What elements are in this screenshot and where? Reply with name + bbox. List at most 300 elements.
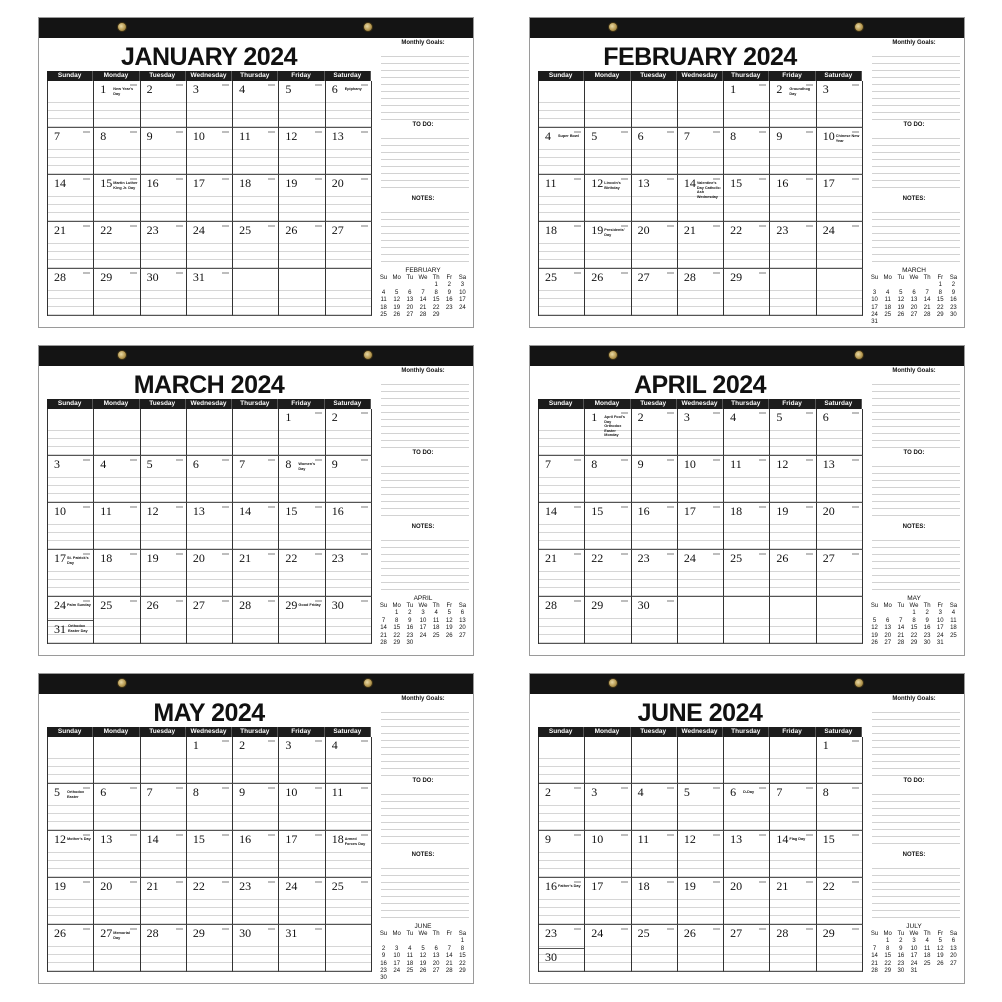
- day-cell[interactable]: [279, 409, 325, 456]
- day-cell[interactable]: [48, 175, 94, 222]
- day-cell[interactable]: [678, 737, 724, 784]
- day-cell[interactable]: [770, 831, 816, 878]
- day-cell[interactable]: [817, 456, 863, 503]
- day-cell[interactable]: [233, 128, 279, 175]
- day-cell[interactable]: [279, 784, 325, 831]
- day-cell[interactable]: [632, 878, 678, 925]
- day-cell[interactable]: [678, 503, 724, 550]
- day-cell[interactable]: [585, 878, 631, 925]
- day-cell[interactable]: [187, 925, 233, 972]
- day-cell[interactable]: [724, 269, 770, 316]
- mini-day: 3: [912, 938, 916, 945]
- day-number: 23: [146, 223, 159, 237]
- day-number: 24: [683, 551, 696, 565]
- day-cell[interactable]: [48, 503, 94, 550]
- day-cell[interactable]: [724, 128, 770, 175]
- day-cell[interactable]: [141, 878, 187, 925]
- lunar-note: [621, 131, 628, 133]
- day-cell[interactable]: [48, 878, 94, 925]
- lunar-note: [667, 225, 674, 227]
- day-cell[interactable]: [632, 831, 678, 878]
- day-cell[interactable]: [326, 503, 372, 550]
- day-cell[interactable]: [817, 222, 863, 269]
- day-cell[interactable]: [94, 784, 140, 831]
- goals-lines[interactable]: [381, 378, 469, 448]
- day-cell[interactable]: [94, 503, 140, 550]
- day-cell[interactable]: [539, 784, 585, 831]
- day-cell[interactable]: [632, 269, 678, 316]
- day-cell[interactable]: [770, 175, 816, 222]
- day-cell[interactable]: [770, 456, 816, 503]
- day-cell[interactable]: [770, 81, 816, 128]
- day-cell[interactable]: [326, 456, 372, 503]
- day-cell[interactable]: [279, 550, 325, 597]
- day-number: 7: [545, 457, 551, 471]
- day-cell[interactable]: [817, 503, 863, 550]
- day-cell[interactable]: [678, 128, 724, 175]
- day-cell[interactable]: [770, 737, 816, 784]
- notes-lines[interactable]: [872, 862, 960, 922]
- day-cell[interactable]: [326, 925, 372, 972]
- day-number: 23: [239, 879, 252, 893]
- day-cell[interactable]: [187, 503, 233, 550]
- month-grid: [47, 737, 372, 972]
- day-cell[interactable]: [724, 503, 770, 550]
- day-cell[interactable]: [539, 128, 585, 175]
- day-cell[interactable]: [233, 550, 279, 597]
- day-cell[interactable]: [94, 925, 140, 972]
- mini-day: 22: [459, 960, 466, 967]
- day-cell[interactable]: [94, 831, 140, 878]
- month-grid: [47, 81, 372, 316]
- notes-lines[interactable]: [872, 206, 960, 266]
- day-number: 1: [730, 82, 737, 96]
- day-number: 22: [100, 223, 113, 237]
- day-cell[interactable]: [539, 81, 585, 128]
- day-cell[interactable]: [48, 597, 94, 644]
- day-cell[interactable]: [48, 128, 94, 175]
- day-cell[interactable]: [817, 175, 863, 222]
- day-cell[interactable]: [187, 409, 233, 456]
- day-cell[interactable]: [279, 81, 325, 128]
- day-cell[interactable]: [48, 222, 94, 269]
- day-cell[interactable]: [326, 409, 372, 456]
- day-cell[interactable]: [585, 503, 631, 550]
- day-cell[interactable]: [94, 878, 140, 925]
- day-cell[interactable]: [678, 784, 724, 831]
- day-cell[interactable]: [94, 737, 140, 784]
- day-cell[interactable]: [770, 269, 816, 316]
- day-cell[interactable]: [632, 409, 678, 456]
- day-cell[interactable]: [585, 409, 631, 456]
- side-panel: [377, 368, 469, 650]
- day-cell[interactable]: [724, 925, 770, 972]
- day-cell[interactable]: [632, 128, 678, 175]
- day-cell[interactable]: [585, 81, 631, 128]
- day-cell[interactable]: [724, 597, 770, 644]
- day-cell[interactable]: [48, 81, 94, 128]
- day-cell[interactable]: [632, 503, 678, 550]
- day-cell[interactable]: [539, 456, 585, 503]
- day-cell[interactable]: [141, 784, 187, 831]
- day-cell[interactable]: [632, 222, 678, 269]
- day-cell[interactable]: [279, 878, 325, 925]
- day-cell[interactable]: [141, 925, 187, 972]
- todo-lines[interactable]: [381, 132, 469, 194]
- day-cell[interactable]: [632, 925, 678, 972]
- weekday-label: Saturday: [816, 71, 862, 81]
- mini-day: 17: [871, 304, 878, 311]
- mini-blank: [377, 938, 390, 945]
- day-number: 18: [545, 223, 557, 237]
- day-number: 12: [683, 832, 696, 846]
- day-cell[interactable]: [632, 737, 678, 784]
- day-cell[interactable]: [539, 550, 585, 597]
- day-cell[interactable]: [539, 503, 585, 550]
- day-cell[interactable]: [817, 925, 863, 972]
- day-cell[interactable]: [279, 597, 325, 644]
- day-cell[interactable]: [187, 550, 233, 597]
- todo-lines[interactable]: [872, 460, 960, 522]
- day-cell[interactable]: [724, 222, 770, 269]
- mini-weekday: We: [418, 603, 428, 609]
- mini-day: 7: [421, 289, 425, 296]
- day-cell[interactable]: [585, 925, 631, 972]
- notes-lines[interactable]: [381, 206, 469, 266]
- day-cell[interactable]: [678, 550, 724, 597]
- day-cell[interactable]: [187, 222, 233, 269]
- lunar-note: [268, 740, 275, 742]
- day-cell[interactable]: [817, 550, 863, 597]
- day-cell[interactable]: [326, 175, 372, 222]
- day-cell[interactable]: [279, 503, 325, 550]
- todo-lines[interactable]: [381, 460, 469, 522]
- day-cell[interactable]: [187, 81, 233, 128]
- day-cell[interactable]: [48, 784, 94, 831]
- day-cell[interactable]: [187, 175, 233, 222]
- day-number: 22: [285, 551, 298, 565]
- day-cell[interactable]: [678, 175, 724, 222]
- day-cell[interactable]: [539, 878, 585, 925]
- day-cell[interactable]: [585, 175, 631, 222]
- day-cell[interactable]: [724, 878, 770, 925]
- day-cell[interactable]: [279, 269, 325, 316]
- goals-lines[interactable]: [872, 706, 960, 776]
- day-cell[interactable]: [585, 597, 631, 644]
- day-cell[interactable]: [48, 456, 94, 503]
- day-cell[interactable]: [724, 409, 770, 456]
- day-cell[interactable]: [632, 175, 678, 222]
- mini-day: 7: [872, 945, 877, 952]
- day-cell[interactable]: [326, 222, 372, 269]
- day-cell[interactable]: [678, 597, 724, 644]
- day-cell[interactable]: [233, 784, 279, 831]
- day-cell[interactable]: [279, 737, 325, 784]
- day-cell[interactable]: [678, 456, 724, 503]
- day-cell[interactable]: [141, 222, 187, 269]
- day-cell[interactable]: [279, 175, 325, 222]
- lunar-note: [83, 553, 90, 555]
- day-number: 28: [683, 270, 696, 284]
- day-cell[interactable]: [585, 269, 631, 316]
- mini-day: 31: [871, 319, 878, 326]
- day-cell[interactable]: [279, 925, 325, 972]
- todo-label: TO DO:: [412, 122, 434, 128]
- day-cell[interactable]: [817, 784, 863, 831]
- day-cell[interactable]: [141, 456, 187, 503]
- day-cell[interactable]: [141, 409, 187, 456]
- day-cell[interactable]: [585, 550, 631, 597]
- mini-day: 12: [419, 953, 427, 960]
- day-cell[interactable]: [817, 81, 863, 128]
- day-cell[interactable]: [233, 503, 279, 550]
- lunar-note: [852, 131, 859, 133]
- notes-lines[interactable]: [381, 862, 469, 922]
- day-cell[interactable]: [632, 550, 678, 597]
- day-cell[interactable]: [233, 597, 279, 644]
- todo-lines[interactable]: [872, 132, 960, 194]
- goals-lines[interactable]: [381, 706, 469, 776]
- day-cell[interactable]: [724, 550, 770, 597]
- day-cell[interactable]: [770, 550, 816, 597]
- day-cell[interactable]: [724, 175, 770, 222]
- mini-day: 2: [899, 938, 903, 945]
- day-cell[interactable]: [233, 222, 279, 269]
- day-cell[interactable]: [724, 456, 770, 503]
- day-cell[interactable]: [724, 81, 770, 128]
- day-cell[interactable]: [632, 597, 678, 644]
- weekday-label: Monday: [93, 399, 139, 409]
- day-cell[interactable]: [678, 222, 724, 269]
- day-cell[interactable]: [539, 222, 585, 269]
- day-cell[interactable]: [817, 831, 863, 878]
- day-cell[interactable]: [233, 269, 279, 316]
- mini-blank: [868, 610, 881, 617]
- day-cell[interactable]: [141, 175, 187, 222]
- day-cell[interactable]: [770, 925, 816, 972]
- day-cell[interactable]: [539, 597, 585, 644]
- day-cell[interactable]: [678, 81, 724, 128]
- day-number: 27: [730, 926, 743, 940]
- day-cell[interactable]: [279, 222, 325, 269]
- day-cell[interactable]: [326, 878, 372, 925]
- day-number: 20: [730, 879, 743, 893]
- day-cell[interactable]: [770, 784, 816, 831]
- day-cell[interactable]: [632, 784, 678, 831]
- day-cell[interactable]: [48, 550, 94, 597]
- day-cell[interactable]: [770, 878, 816, 925]
- day-cell[interactable]: [279, 128, 325, 175]
- day-cell[interactable]: [539, 269, 585, 316]
- day-cell[interactable]: [233, 409, 279, 456]
- day-cell[interactable]: [141, 503, 187, 550]
- day-cell[interactable]: [724, 831, 770, 878]
- day-cell[interactable]: [94, 597, 140, 644]
- day-cell[interactable]: [678, 831, 724, 878]
- lunar-note: [667, 881, 674, 883]
- mini-day: 13: [459, 617, 466, 624]
- goals-lines[interactable]: [872, 50, 960, 120]
- day-cell[interactable]: [94, 128, 140, 175]
- day-cell[interactable]: [585, 784, 631, 831]
- day-cell[interactable]: [326, 550, 372, 597]
- day-cell[interactable]: [233, 175, 279, 222]
- mini-day: 19: [419, 960, 427, 967]
- day-number: 2: [239, 738, 246, 752]
- day-cell[interactable]: [48, 925, 94, 972]
- day-cell[interactable]: [770, 128, 816, 175]
- day-number: 5: [591, 129, 598, 143]
- day-number: 18: [637, 879, 650, 893]
- day-cell[interactable]: [678, 269, 724, 316]
- day-cell[interactable]: [585, 222, 631, 269]
- weekday-label: Wednesday: [677, 727, 723, 737]
- day-cell[interactable]: [326, 128, 372, 175]
- day-number: 11: [730, 457, 742, 471]
- day-number: 12: [591, 176, 604, 190]
- day-cell[interactable]: [187, 128, 233, 175]
- day-number: 24: [192, 223, 205, 237]
- day-cell[interactable]: [141, 597, 187, 644]
- day-cell[interactable]: [585, 456, 631, 503]
- day-cell[interactable]: [233, 878, 279, 925]
- day-cell[interactable]: [770, 222, 816, 269]
- day-cell[interactable]: [326, 81, 372, 128]
- mini-day: 20: [432, 960, 440, 967]
- day-cell[interactable]: [187, 269, 233, 316]
- day-cell[interactable]: [141, 737, 187, 784]
- mini-day: 21: [419, 304, 427, 311]
- day-cell[interactable]: [233, 831, 279, 878]
- day-cell[interactable]: [539, 925, 585, 972]
- mini-day: 2: [381, 945, 386, 952]
- day-cell[interactable]: [94, 269, 140, 316]
- day-cell[interactable]: [94, 175, 140, 222]
- day-cell[interactable]: [326, 737, 372, 784]
- mini-day: 29: [884, 968, 892, 975]
- day-cell[interactable]: [279, 456, 325, 503]
- day-cell[interactable]: [724, 784, 770, 831]
- day-cell[interactable]: [48, 409, 94, 456]
- mini-day: 6: [886, 617, 890, 624]
- day-cell[interactable]: [187, 784, 233, 831]
- lunar-note: [315, 412, 322, 414]
- day-cell[interactable]: [48, 831, 94, 878]
- monthly-goals-label: Monthly Goals:: [401, 368, 445, 374]
- day-cell[interactable]: [678, 409, 724, 456]
- day-cell[interactable]: [770, 409, 816, 456]
- day-cell[interactable]: [817, 128, 863, 175]
- day-cell[interactable]: [770, 597, 816, 644]
- day-cell[interactable]: [141, 269, 187, 316]
- day-cell[interactable]: [678, 878, 724, 925]
- day-cell[interactable]: [632, 456, 678, 503]
- monthly-goals-label: Monthly Goals:: [892, 696, 936, 702]
- day-number: 21: [683, 223, 696, 237]
- mini-day: 12: [871, 625, 878, 632]
- mini-blank: [894, 610, 907, 617]
- notes-lines[interactable]: [381, 534, 469, 594]
- day-cell[interactable]: [48, 737, 94, 784]
- day-cell[interactable]: [187, 737, 233, 784]
- todo-lines[interactable]: [381, 788, 469, 850]
- day-cell[interactable]: [94, 456, 140, 503]
- day-cell[interactable]: [817, 737, 863, 784]
- day-cell[interactable]: [48, 269, 94, 316]
- day-cell[interactable]: [817, 409, 863, 456]
- notes-label: NOTES:: [411, 852, 435, 858]
- day-number: 17: [192, 176, 205, 190]
- day-cell[interactable]: [770, 503, 816, 550]
- day-cell[interactable]: [585, 737, 631, 784]
- day-cell[interactable]: [539, 409, 585, 456]
- day-cell[interactable]: [724, 737, 770, 784]
- day-cell[interactable]: [326, 784, 372, 831]
- lunar-note: [667, 178, 674, 180]
- weekday-label: Thursday: [723, 71, 769, 81]
- mini-day: 19: [393, 304, 401, 311]
- mini-day: 6: [460, 610, 465, 617]
- mini-day: 1: [938, 282, 942, 289]
- day-cell[interactable]: [326, 831, 372, 878]
- day-cell[interactable]: [817, 597, 863, 644]
- day-cell[interactable]: [141, 550, 187, 597]
- day-cell[interactable]: [233, 456, 279, 503]
- day-cell[interactable]: [187, 831, 233, 878]
- goals-lines[interactable]: [872, 378, 960, 448]
- day-cell[interactable]: [94, 550, 140, 597]
- day-cell[interactable]: [539, 737, 585, 784]
- day-cell[interactable]: [141, 81, 187, 128]
- goals-lines[interactable]: [381, 50, 469, 120]
- mini-day: 18: [432, 625, 440, 632]
- day-cell[interactable]: [94, 222, 140, 269]
- day-cell[interactable]: [141, 128, 187, 175]
- day-cell[interactable]: [233, 81, 279, 128]
- todo-lines[interactable]: [872, 788, 960, 850]
- day-cell[interactable]: [141, 831, 187, 878]
- mini-day: 10: [871, 297, 878, 304]
- day-cell[interactable]: [678, 925, 724, 972]
- day-cell[interactable]: [326, 597, 372, 644]
- day-cell[interactable]: [233, 737, 279, 784]
- weekday-label: Wednesday: [186, 71, 232, 81]
- day-cell[interactable]: [94, 81, 140, 128]
- day-number: 5: [776, 410, 783, 424]
- mini-day: 25: [950, 632, 957, 639]
- day-cell[interactable]: [817, 269, 863, 316]
- notes-lines[interactable]: [872, 534, 960, 594]
- day-cell[interactable]: [632, 81, 678, 128]
- day-cell[interactable]: [187, 456, 233, 503]
- day-cell[interactable]: [539, 175, 585, 222]
- day-cell[interactable]: [233, 925, 279, 972]
- day-cell[interactable]: [187, 878, 233, 925]
- weekday-label: Friday: [278, 727, 324, 737]
- day-cell[interactable]: [187, 597, 233, 644]
- day-cell[interactable]: [585, 831, 631, 878]
- month-title: JANUARY 2024: [120, 43, 298, 71]
- weekday-header: [47, 71, 371, 81]
- day-number: 14: [683, 176, 696, 190]
- day-cell[interactable]: [539, 831, 585, 878]
- day-cell[interactable]: [585, 128, 631, 175]
- day-cell[interactable]: [279, 831, 325, 878]
- day-cell[interactable]: [326, 269, 372, 316]
- day-number: 22: [591, 551, 604, 565]
- day-cell[interactable]: [94, 409, 140, 456]
- day-cell[interactable]: [817, 878, 863, 925]
